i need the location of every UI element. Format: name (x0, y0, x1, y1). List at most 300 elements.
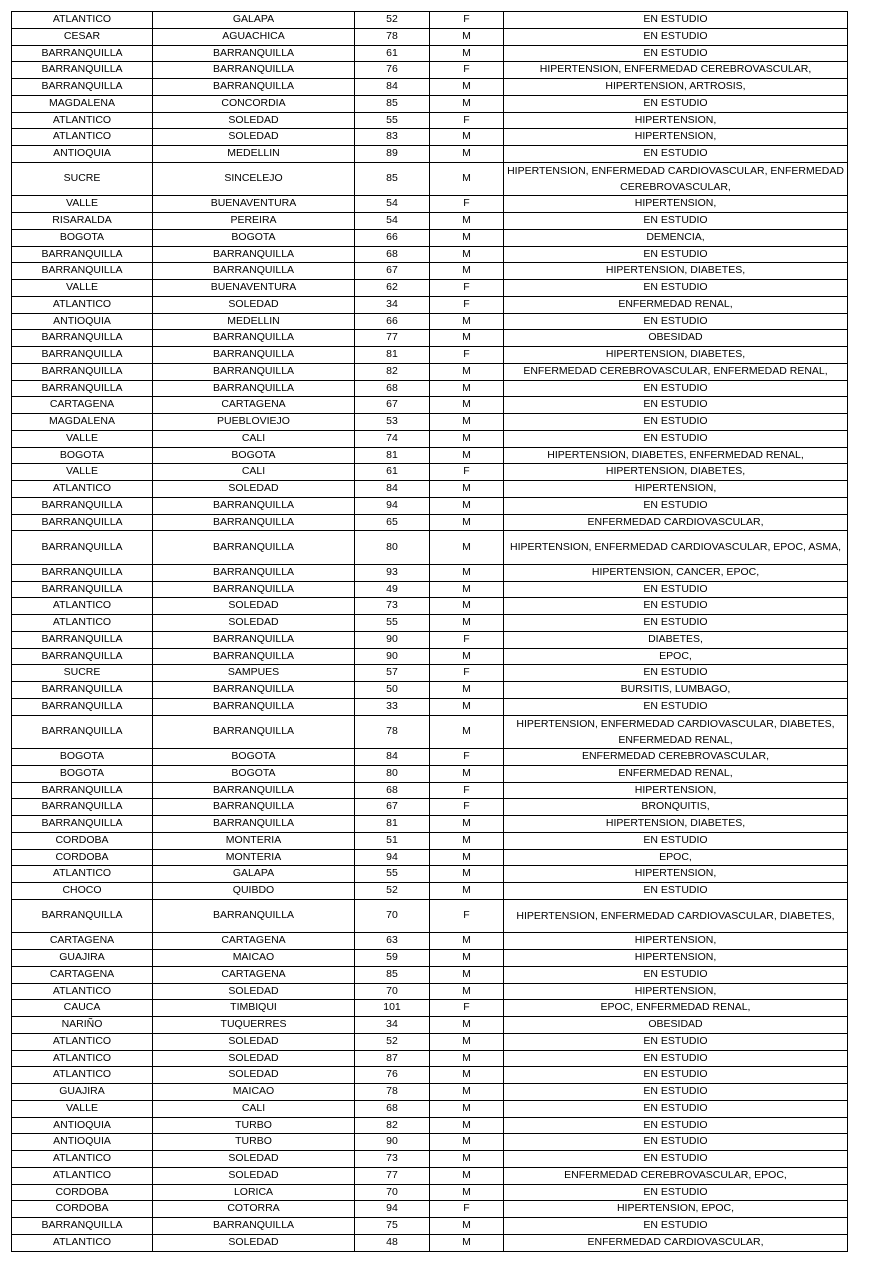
diagnosis-cell: ENFERMEDAD RENAL, (504, 765, 848, 782)
department-cell: CORDOBA (12, 1184, 153, 1201)
department-cell: ATLANTICO (12, 481, 153, 498)
table-row (12, 464, 848, 481)
diagnosis-cell: OBESIDAD (504, 1017, 848, 1034)
city-cell: MEDELLIN (153, 146, 355, 163)
table-row (12, 1117, 848, 1134)
sex-cell: F (430, 12, 504, 29)
age-cell: 101 (355, 1000, 430, 1017)
age-cell: 94 (355, 849, 430, 866)
diagnosis-cell: EN ESTUDIO (504, 95, 848, 112)
department-cell: BARRANQUILLA (12, 715, 153, 749)
sex-cell: M (430, 397, 504, 414)
sex-cell: M (430, 581, 504, 598)
department-cell: CESAR (12, 28, 153, 45)
city-cell: CARTAGENA (153, 933, 355, 950)
sex-cell: F (430, 899, 504, 933)
sex-cell: F (430, 799, 504, 816)
table-row (12, 79, 848, 96)
department-cell: VALLE (12, 430, 153, 447)
age-cell: 51 (355, 832, 430, 849)
department-cell: BARRANQUILLA (12, 698, 153, 715)
diagnosis-cell: ENFERMEDAD CARDIOVASCULAR, (504, 514, 848, 531)
sex-cell: M (430, 213, 504, 230)
diagnosis-cell: EN ESTUDIO (504, 966, 848, 983)
diagnosis-cell: EPOC, (504, 648, 848, 665)
age-cell: 84 (355, 481, 430, 498)
table-row (12, 514, 848, 531)
sex-cell: M (430, 1134, 504, 1151)
table-row (12, 1084, 848, 1101)
city-cell: SAMPUES (153, 665, 355, 682)
sex-cell: M (430, 95, 504, 112)
diagnosis-cell: EN ESTUDIO (504, 698, 848, 715)
department-cell: BARRANQUILLA (12, 79, 153, 96)
table-row (12, 966, 848, 983)
age-cell: 70 (355, 983, 430, 1000)
diagnosis-cell: DEMENCIA, (504, 229, 848, 246)
diagnosis-cell: EN ESTUDIO (504, 12, 848, 29)
table-row (12, 1067, 848, 1084)
city-cell: BARRANQUILLA (153, 816, 355, 833)
sex-cell: M (430, 1050, 504, 1067)
table-row (12, 581, 848, 598)
sex-cell: M (430, 682, 504, 699)
department-cell: BARRANQUILLA (12, 363, 153, 380)
diagnosis-cell: HIPERTENSION, DIABETES, (504, 816, 848, 833)
diagnosis-cell: HIPERTENSION, ENFERMEDAD CEREBROVASCULAR, (504, 62, 848, 79)
department-cell: BARRANQUILLA (12, 648, 153, 665)
sex-cell: M (430, 1151, 504, 1168)
department-cell: BARRANQUILLA (12, 799, 153, 816)
city-cell: BARRANQUILLA (153, 347, 355, 364)
age-cell: 90 (355, 631, 430, 648)
diagnosis-cell: HIPERTENSION, (504, 196, 848, 213)
sex-cell: M (430, 229, 504, 246)
department-cell: GUAJIRA (12, 950, 153, 967)
department-cell: CARTAGENA (12, 966, 153, 983)
department-cell: MAGDALENA (12, 95, 153, 112)
age-cell: 62 (355, 280, 430, 297)
table-row (12, 765, 848, 782)
department-cell: BARRANQUILLA (12, 816, 153, 833)
diagnosis-cell: ENFERMEDAD RENAL, (504, 296, 848, 313)
table-row (12, 1050, 848, 1067)
table-row (12, 564, 848, 581)
sex-cell: F (430, 1201, 504, 1218)
sex-cell: M (430, 832, 504, 849)
department-cell: SUCRE (12, 665, 153, 682)
age-cell: 34 (355, 1017, 430, 1034)
diagnosis-cell: OBESIDAD (504, 330, 848, 347)
city-cell: TURBO (153, 1117, 355, 1134)
age-cell: 73 (355, 1151, 430, 1168)
age-cell: 68 (355, 246, 430, 263)
sex-cell: M (430, 849, 504, 866)
diagnosis-cell: HIPERTENSION, (504, 983, 848, 1000)
department-cell: ATLANTICO (12, 129, 153, 146)
department-cell: BOGOTA (12, 229, 153, 246)
age-cell: 85 (355, 95, 430, 112)
department-cell: ANTIOQUIA (12, 146, 153, 163)
age-cell: 83 (355, 129, 430, 146)
city-cell: BOGOTA (153, 749, 355, 766)
department-cell: BOGOTA (12, 447, 153, 464)
diagnosis-cell: EN ESTUDIO (504, 497, 848, 514)
sex-cell: M (430, 1184, 504, 1201)
sex-cell: F (430, 665, 504, 682)
age-cell: 81 (355, 816, 430, 833)
table-row (12, 531, 848, 565)
department-cell: ATLANTICO (12, 615, 153, 632)
city-cell: MONTERIA (153, 849, 355, 866)
diagnosis-cell: EN ESTUDIO (504, 1184, 848, 1201)
sex-cell: M (430, 146, 504, 163)
sex-cell: M (430, 598, 504, 615)
age-cell: 61 (355, 45, 430, 62)
city-cell: BARRANQUILLA (153, 682, 355, 699)
sex-cell: M (430, 1167, 504, 1184)
city-cell: BOGOTA (153, 229, 355, 246)
department-cell: BARRANQUILLA (12, 631, 153, 648)
city-cell: BARRANQUILLA (153, 715, 355, 749)
table-row (12, 698, 848, 715)
department-cell: BARRANQUILLA (12, 682, 153, 699)
city-cell: MONTERIA (153, 832, 355, 849)
department-cell: ATLANTICO (12, 1050, 153, 1067)
table-row (12, 933, 848, 950)
table-row (12, 95, 848, 112)
department-cell: CORDOBA (12, 1201, 153, 1218)
table-row (12, 363, 848, 380)
sex-cell: M (430, 263, 504, 280)
department-cell: VALLE (12, 280, 153, 297)
diagnosis-cell: HIPERTENSION, DIABETES, ENFERMEDAD RENAL, (504, 447, 848, 464)
table-row (12, 1218, 848, 1235)
sex-cell: M (430, 45, 504, 62)
diagnosis-cell: HIPERTENSION, CANCER, EPOC, (504, 564, 848, 581)
table-row (12, 849, 848, 866)
city-cell: CONCORDIA (153, 95, 355, 112)
table-row (12, 380, 848, 397)
diagnosis-cell: HIPERTENSION, DIABETES, (504, 464, 848, 481)
sex-cell: M (430, 363, 504, 380)
age-cell: 75 (355, 1218, 430, 1235)
department-cell: BARRANQUILLA (12, 497, 153, 514)
sex-cell: M (430, 1100, 504, 1117)
department-cell: ATLANTICO (12, 1151, 153, 1168)
diagnosis-cell: EN ESTUDIO (504, 430, 848, 447)
city-cell: BARRANQUILLA (153, 631, 355, 648)
sex-cell: M (430, 1017, 504, 1034)
sex-cell: M (430, 414, 504, 431)
age-cell: 65 (355, 514, 430, 531)
city-cell: CARTAGENA (153, 966, 355, 983)
sex-cell: M (430, 1033, 504, 1050)
age-cell: 63 (355, 933, 430, 950)
sex-cell: M (430, 816, 504, 833)
city-cell: BARRANQUILLA (153, 330, 355, 347)
table-row (12, 430, 848, 447)
city-cell: SOLEDAD (153, 1234, 355, 1251)
sex-cell: M (430, 983, 504, 1000)
cases-table (11, 11, 848, 1252)
department-cell: VALLE (12, 464, 153, 481)
sex-cell: M (430, 1117, 504, 1134)
city-cell: SOLEDAD (153, 1151, 355, 1168)
diagnosis-cell: BURSITIS, LUMBAGO, (504, 682, 848, 699)
diagnosis-cell: HIPERTENSION, (504, 950, 848, 967)
department-cell: ATLANTICO (12, 983, 153, 1000)
sex-cell: F (430, 280, 504, 297)
table-row (12, 682, 848, 699)
department-cell: NARIÑO (12, 1017, 153, 1034)
sex-cell: F (430, 347, 504, 364)
city-cell: PUEBLOVIEJO (153, 414, 355, 431)
table-row (12, 1234, 848, 1251)
sex-cell: M (430, 715, 504, 749)
diagnosis-cell: ENFERMEDAD CARDIOVASCULAR, (504, 1234, 848, 1251)
sex-cell: F (430, 62, 504, 79)
table-row (12, 12, 848, 29)
department-cell: BARRANQUILLA (12, 62, 153, 79)
sex-cell: M (430, 866, 504, 883)
table-row (12, 749, 848, 766)
sex-cell: M (430, 933, 504, 950)
department-cell: BARRANQUILLA (12, 246, 153, 263)
age-cell: 77 (355, 1167, 430, 1184)
department-cell: ATLANTICO (12, 598, 153, 615)
sex-cell: F (430, 464, 504, 481)
sex-cell: M (430, 950, 504, 967)
diagnosis-cell: EN ESTUDIO (504, 1100, 848, 1117)
age-cell: 34 (355, 296, 430, 313)
diagnosis-cell: EN ESTUDIO (504, 665, 848, 682)
city-cell: BARRANQUILLA (153, 581, 355, 598)
department-cell: VALLE (12, 196, 153, 213)
diagnosis-cell: EN ESTUDIO (504, 1151, 848, 1168)
table-row (12, 799, 848, 816)
table-row (12, 229, 848, 246)
age-cell: 84 (355, 749, 430, 766)
diagnosis-cell: HIPERTENSION, DIABETES, (504, 263, 848, 280)
city-cell: CALI (153, 1100, 355, 1117)
age-cell: 52 (355, 12, 430, 29)
age-cell: 55 (355, 112, 430, 129)
age-cell: 50 (355, 682, 430, 699)
age-cell: 48 (355, 1234, 430, 1251)
sex-cell: M (430, 698, 504, 715)
sex-cell: M (430, 497, 504, 514)
age-cell: 67 (355, 799, 430, 816)
age-cell: 54 (355, 196, 430, 213)
city-cell: BARRANQUILLA (153, 380, 355, 397)
diagnosis-cell: EN ESTUDIO (504, 397, 848, 414)
table-row (12, 263, 848, 280)
department-cell: BARRANQUILLA (12, 899, 153, 933)
city-cell: MAICAO (153, 950, 355, 967)
city-cell: MAICAO (153, 1084, 355, 1101)
sex-cell: F (430, 749, 504, 766)
table-row (12, 45, 848, 62)
city-cell: BARRANQUILLA (153, 1218, 355, 1235)
table-row (12, 615, 848, 632)
department-cell: BARRANQUILLA (12, 380, 153, 397)
city-cell: SOLEDAD (153, 112, 355, 129)
diagnosis-cell: HIPERTENSION, DIABETES, (504, 347, 848, 364)
city-cell: SOLEDAD (153, 296, 355, 313)
table-row (12, 397, 848, 414)
table-body (12, 12, 848, 1252)
department-cell: GUAJIRA (12, 1084, 153, 1101)
sex-cell: F (430, 112, 504, 129)
sex-cell: M (430, 430, 504, 447)
age-cell: 78 (355, 715, 430, 749)
diagnosis-cell: HIPERTENSION, (504, 129, 848, 146)
department-cell: BARRANQUILLA (12, 1218, 153, 1235)
table-row (12, 1151, 848, 1168)
age-cell: 70 (355, 1184, 430, 1201)
table-row (12, 414, 848, 431)
diagnosis-cell: EN ESTUDIO (504, 28, 848, 45)
sex-cell: M (430, 1067, 504, 1084)
department-cell: CHOCO (12, 883, 153, 900)
diagnosis-cell: EPOC, (504, 849, 848, 866)
table-row (12, 1201, 848, 1218)
table-row (12, 296, 848, 313)
city-cell: SOLEDAD (153, 1167, 355, 1184)
diagnosis-cell: EN ESTUDIO (504, 45, 848, 62)
diagnosis-cell: HIPERTENSION, ENFERMEDAD CARDIOVASCULAR, DIABETES, (504, 899, 848, 933)
age-cell: 68 (355, 380, 430, 397)
department-cell: BARRANQUILLA (12, 782, 153, 799)
city-cell: COTORRA (153, 1201, 355, 1218)
age-cell: 53 (355, 414, 430, 431)
city-cell: TIMBIQUI (153, 1000, 355, 1017)
city-cell: BARRANQUILLA (153, 79, 355, 96)
city-cell: BUENAVENTURA (153, 280, 355, 297)
diagnosis-cell: HIPERTENSION, (504, 866, 848, 883)
department-cell: ANTIOQUIA (12, 1117, 153, 1134)
age-cell: 68 (355, 782, 430, 799)
age-cell: 89 (355, 146, 430, 163)
city-cell: SOLEDAD (153, 129, 355, 146)
department-cell: SUCRE (12, 162, 153, 196)
department-cell: MAGDALENA (12, 414, 153, 431)
department-cell: ATLANTICO (12, 1234, 153, 1251)
department-cell: ANTIOQUIA (12, 1134, 153, 1151)
city-cell: BOGOTA (153, 447, 355, 464)
department-cell: CAUCA (12, 1000, 153, 1017)
diagnosis-cell: EN ESTUDIO (504, 280, 848, 297)
table-row (12, 816, 848, 833)
city-cell: TUQUERRES (153, 1017, 355, 1034)
department-cell: CORDOBA (12, 849, 153, 866)
sex-cell: M (430, 447, 504, 464)
department-cell: BARRANQUILLA (12, 514, 153, 531)
table-row (12, 447, 848, 464)
sex-cell: M (430, 648, 504, 665)
table-row (12, 1000, 848, 1017)
table-row (12, 899, 848, 933)
table-row (12, 146, 848, 163)
diagnosis-cell: BRONQUITIS, (504, 799, 848, 816)
table-row (12, 715, 848, 749)
department-cell: ATLANTICO (12, 866, 153, 883)
city-cell: AGUACHICA (153, 28, 355, 45)
table-row (12, 866, 848, 883)
diagnosis-cell: HIPERTENSION, ENFERMEDAD CARDIOVASCULAR, EPOC, ASMA, (504, 531, 848, 565)
table-row (12, 1100, 848, 1117)
city-cell: BARRANQUILLA (153, 531, 355, 565)
age-cell: 93 (355, 564, 430, 581)
diagnosis-cell: EN ESTUDIO (504, 581, 848, 598)
table-row (12, 1017, 848, 1034)
table-row (12, 950, 848, 967)
diagnosis-cell: HIPERTENSION, (504, 933, 848, 950)
age-cell: 87 (355, 1050, 430, 1067)
diagnosis-cell: EN ESTUDIO (504, 213, 848, 230)
diagnosis-cell: HIPERTENSION, ENFERMEDAD CARDIOVASCULAR, DIABETES, ENFERMEDAD RENAL, (504, 715, 848, 749)
department-cell: ANTIOQUIA (12, 313, 153, 330)
city-cell: BARRANQUILLA (153, 698, 355, 715)
diagnosis-cell: HIPERTENSION, (504, 112, 848, 129)
diagnosis-cell: DIABETES, (504, 631, 848, 648)
sex-cell: M (430, 615, 504, 632)
city-cell: BARRANQUILLA (153, 899, 355, 933)
age-cell: 90 (355, 648, 430, 665)
city-cell: SOLEDAD (153, 615, 355, 632)
table-row (12, 330, 848, 347)
table-row (12, 883, 848, 900)
city-cell: BOGOTA (153, 765, 355, 782)
age-cell: 68 (355, 1100, 430, 1117)
age-cell: 90 (355, 1134, 430, 1151)
city-cell: LORICA (153, 1184, 355, 1201)
city-cell: CALI (153, 430, 355, 447)
sex-cell: M (430, 380, 504, 397)
age-cell: 33 (355, 698, 430, 715)
age-cell: 57 (355, 665, 430, 682)
diagnosis-cell: EN ESTUDIO (504, 1218, 848, 1235)
department-cell: ATLANTICO (12, 1067, 153, 1084)
department-cell: BARRANQUILLA (12, 531, 153, 565)
sex-cell: F (430, 196, 504, 213)
diagnosis-cell: EN ESTUDIO (504, 832, 848, 849)
age-cell: 82 (355, 363, 430, 380)
diagnosis-cell: HIPERTENSION, (504, 481, 848, 498)
city-cell: BARRANQUILLA (153, 799, 355, 816)
diagnosis-cell: HIPERTENSION, ENFERMEDAD CARDIOVASCULAR, ENFERMEDAD CEREBROVASCULAR, (504, 162, 848, 196)
city-cell: BARRANQUILLA (153, 62, 355, 79)
sex-cell: M (430, 330, 504, 347)
department-cell: ATLANTICO (12, 1033, 153, 1050)
age-cell: 85 (355, 966, 430, 983)
department-cell: CARTAGENA (12, 933, 153, 950)
table-row (12, 665, 848, 682)
sex-cell: M (430, 79, 504, 96)
age-cell: 74 (355, 430, 430, 447)
department-cell: CORDOBA (12, 832, 153, 849)
city-cell: GALAPA (153, 866, 355, 883)
department-cell: BARRANQUILLA (12, 564, 153, 581)
age-cell: 80 (355, 765, 430, 782)
age-cell: 55 (355, 866, 430, 883)
age-cell: 81 (355, 447, 430, 464)
sex-cell: M (430, 765, 504, 782)
diagnosis-cell: ENFERMEDAD CEREBROVASCULAR, ENFERMEDAD RENAL, (504, 363, 848, 380)
age-cell: 49 (355, 581, 430, 598)
sex-cell: F (430, 1000, 504, 1017)
